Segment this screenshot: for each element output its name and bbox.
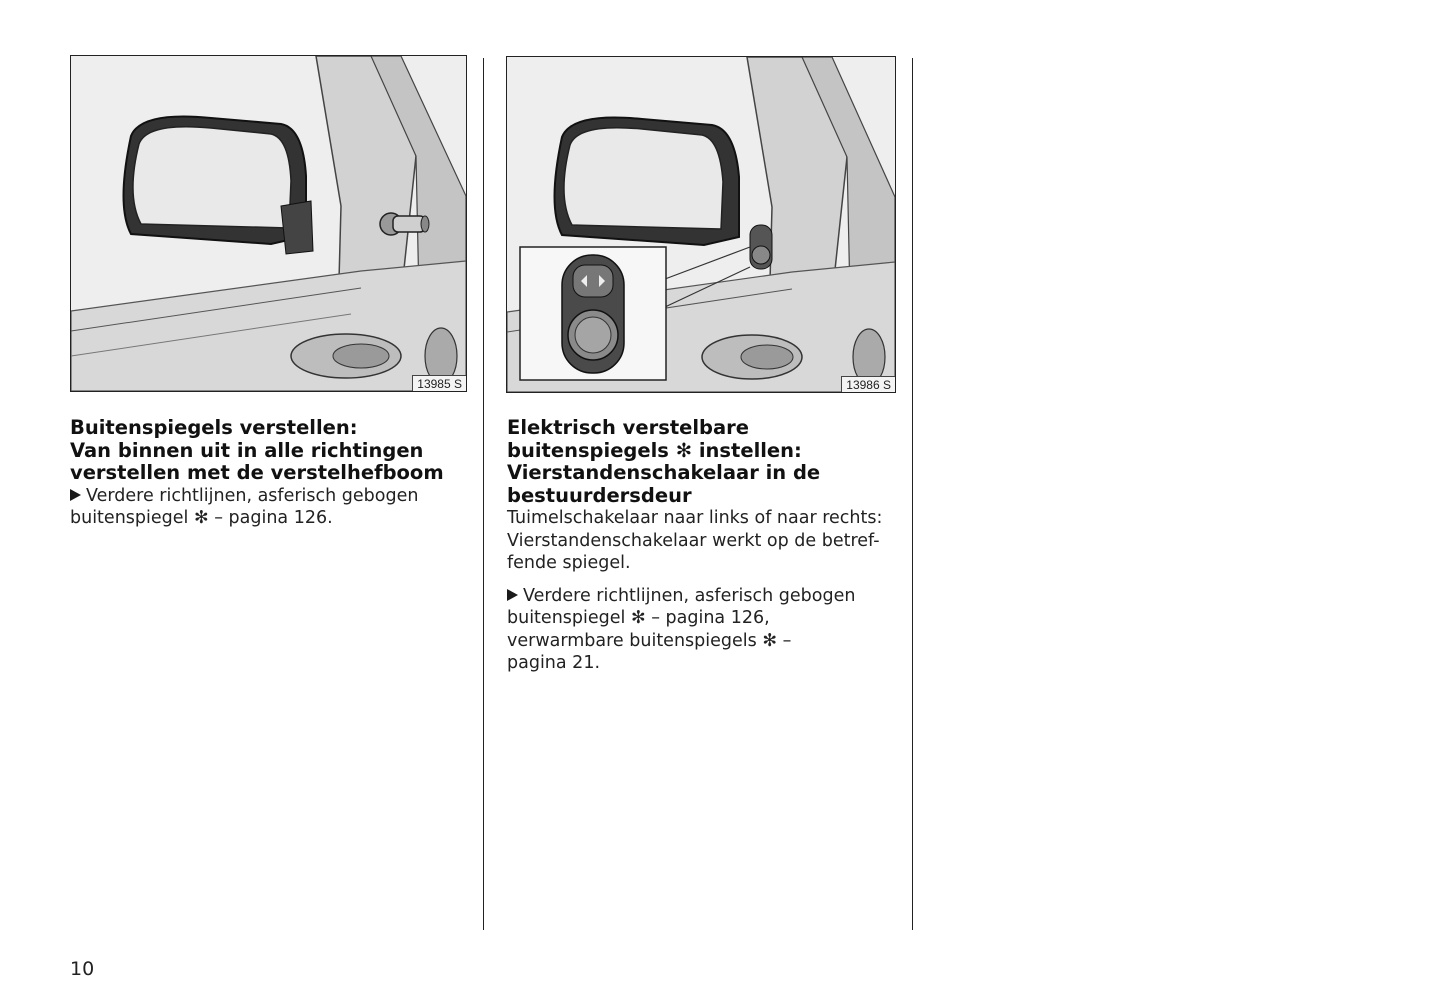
mirror-switch-illustration <box>507 57 895 392</box>
right-para2-text-2b: – pagina 126, <box>651 608 770 628</box>
asterisk-optional-icon: ✻ <box>193 508 209 528</box>
left-para-text-2b: – pagina 126. <box>214 508 333 528</box>
left-para-text-2a: buitenspiegel <box>70 508 189 528</box>
page-number: 10 <box>70 958 95 980</box>
right-para2-line-2 <box>507 607 907 630</box>
right-para2-line-4: pagina 21. <box>507 653 601 673</box>
asterisk-optional-icon: ✻ <box>762 630 778 651</box>
figure-mirror-switch <box>506 56 896 393</box>
left-heading-line-1: Buitenspiegels verstellen: <box>70 416 358 439</box>
right-para2-text-1: Verdere richtlijnen, asferisch gebogen <box>523 585 856 606</box>
right-para2-text-2a: buitenspiegel <box>507 608 626 628</box>
right-heading-line-2 <box>507 440 907 463</box>
right-heading-text-2b: instellen: <box>698 438 802 462</box>
right-para2-text-3b: – <box>782 630 792 651</box>
left-paragraph-line-1 <box>70 485 470 508</box>
right-heading-line-4: bestuurdersdeur <box>507 483 692 507</box>
right-para2-line-3 <box>507 630 907 653</box>
pointer-icon <box>507 589 518 601</box>
right-para2-text-3a: verwarmbare buitenspiegels <box>507 630 757 651</box>
mirror-lever-illustration <box>71 56 466 391</box>
asterisk-optional-icon: ✻ <box>675 438 693 462</box>
right-heading-text-2a: buitenspiegels <box>507 438 669 462</box>
right-para2-line-1 <box>507 585 907 608</box>
left-paragraph-line-2 <box>70 507 470 530</box>
figure-mirror-lever <box>70 55 467 392</box>
left-para-text-1: Verdere richtlijnen, asferisch gebogen <box>86 485 419 506</box>
right-para1-line-1: Tuimelschakelaar naar links of naar rechts: <box>507 508 883 528</box>
pointer-icon <box>70 489 81 501</box>
left-heading-line-3: verstellen met de verstelhefboom <box>70 461 444 484</box>
figure-code-right: 13986 S <box>841 376 895 392</box>
right-para1-line-2: Vierstandenschakelaar werkt op de betref- <box>507 530 880 551</box>
right-heading-line-3: Vierstandenschakelaar in de <box>507 461 821 484</box>
right-text-block <box>507 417 907 675</box>
left-heading-line-2: Van binnen uit in alle richtingen <box>70 438 424 462</box>
right-para1-line-3: fende spiegel. <box>507 553 631 573</box>
right-heading-line-1: Elektrisch verstelbare <box>507 416 750 439</box>
column-divider-left <box>483 58 484 930</box>
figure-code-left: 13985 S <box>412 375 466 391</box>
column-divider-right <box>912 58 913 930</box>
asterisk-optional-icon: ✻ <box>630 608 646 628</box>
left-text-block <box>70 417 470 530</box>
